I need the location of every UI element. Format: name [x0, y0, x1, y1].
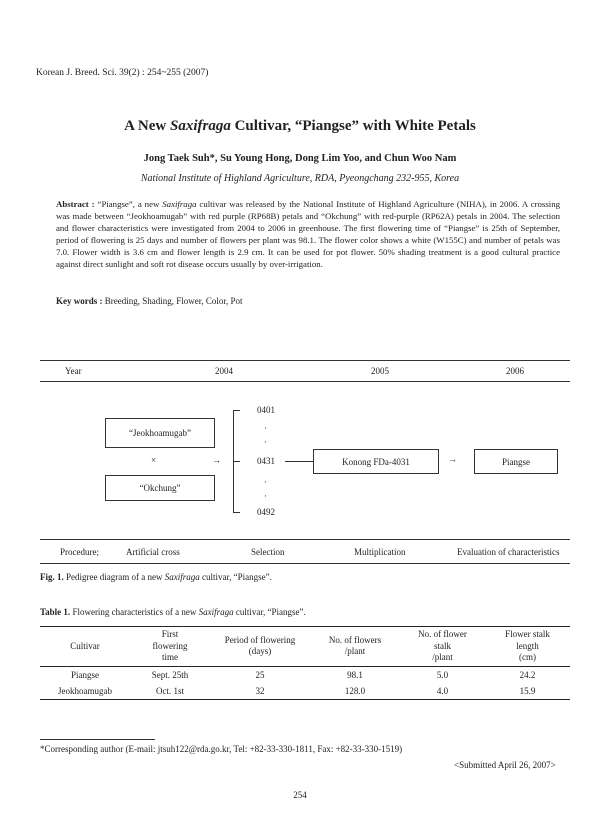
table-cell: 24.2 [519, 669, 536, 680]
table-cell: 98.1 [347, 669, 363, 680]
procedure-artificial-cross: Artificial cross [126, 547, 180, 557]
dot: · [264, 423, 267, 433]
table-cell: 5.0 [436, 669, 449, 680]
year-label: Year [65, 366, 82, 376]
col-header-period-of-flowering: Period of flowering (days) [224, 634, 296, 657]
figure-header-rule [40, 381, 570, 382]
procedure-multiplication: Multiplication [354, 547, 406, 557]
dot: · [264, 477, 267, 487]
arrow-to-cultivar: → [448, 454, 457, 464]
table-header-row [40, 627, 570, 667]
table-cell: 4.0 [436, 685, 449, 696]
procedure-label: Procedure; [60, 547, 99, 557]
flowering-characteristics-table [40, 626, 570, 700]
line-0401: 0401 [257, 405, 275, 415]
affiliation: National Institute of Highland Agriculture, RDA, Pyeongchang 232-955, Korea [140, 173, 460, 184]
corresponding-author-footnote: *Corresponding author (E-mail: jtsuh122@rda.go.kr, Tel: +82-33-330-1811, Fax: +82-33-330-1519) [40, 744, 403, 754]
table-cell: 32 [255, 685, 265, 696]
footnote-rule [40, 739, 155, 740]
year-2006: 2006 [506, 366, 524, 376]
dot: · [264, 437, 267, 447]
bracket-top-tick [233, 410, 240, 411]
figure-caption: Fig. 1. Pedigree diagram of a new Saxifraga cultivar, “Piangse”. [40, 572, 272, 582]
cultivar-box: Piangse [474, 449, 558, 474]
table-row [40, 683, 570, 700]
paper-title: A New Saxifraga Cultivar, “Piangse” with White Petals [124, 118, 476, 134]
table-cell: Jeokhoamugab [58, 685, 112, 696]
page-number: 254 [293, 790, 307, 800]
submission-date: <Submitted April 26, 2007> [454, 760, 556, 770]
table-cell: 25 [255, 669, 265, 680]
journal-citation: Korean J. Breed. Sci. 39(2) : 254~255 (2007) [36, 68, 209, 78]
cross-symbol: × [151, 455, 157, 465]
figure-bottom-rule [40, 563, 570, 564]
col-header-flower-stalk-length: Flower stalk length (cm) [505, 629, 550, 662]
col-header-cultivar: Cultivar [70, 640, 100, 651]
figure-procedure-rule [40, 539, 570, 540]
table-cell: 15.9 [519, 685, 536, 696]
table-row [40, 666, 570, 683]
line-0431: 0431 [257, 456, 275, 466]
year-2004: 2004 [215, 366, 233, 376]
connector-line [285, 461, 313, 462]
bracket-mid-tick [233, 461, 240, 462]
parent-jeokhoamugab: “Jeokhoamugab” [105, 418, 215, 448]
procedure-evaluation: Evaluation of characteristics [457, 547, 560, 557]
authors: Jong Taek Suh*, Su Young Hong, Dong Lim Yoo, and Chun Woo Nam [143, 153, 457, 164]
abstract: Abstract : “Piangse”, a new Saxifraga cultivar was released by the National Institute of Highland Agriculture (NIHA), in 2006. A crossing was made between “Jeokhoamugab” with red purple (RP68B) petals and “Okchung” with red-purple (RP62A) petals in 2004. The selection and flower characteristics were investigated from 2004 to 2006 in greenhouse. The first flowering time of “Piangse” is 25th of September, period of flowering is 25 days and number of flowers per plant was 98.1. The flower color shows a white (W155C) and number of petals was 7.0. Flower width is 3.6 cm and flower length is 2.9 cm. It can be used for pot flower. 50% shading treatment is a good cultural practice against direct sunlight and soft rot disease occurs usually by over-irrigation. [56, 199, 561, 269]
bracket-bottom-tick [233, 512, 240, 513]
procedure-selection: Selection [251, 547, 285, 557]
arrow-to-lines: → [212, 455, 221, 465]
dot: · [264, 491, 267, 501]
col-header-flower-stalk-per-plant: No. of flower stalk /plant [418, 629, 467, 662]
col-header-first-flowering-time: First flowering time [152, 629, 188, 662]
keywords: Key words : Breeding, Shading, Flower, Color, Pot [56, 296, 243, 306]
table-cell: 128.0 [344, 685, 366, 696]
year-2005: 2005 [371, 366, 389, 376]
table-cell: Sept. 25th [151, 669, 189, 680]
table-cell: Piangse [71, 669, 99, 680]
figure-top-rule [40, 360, 570, 361]
table-cell: Oct. 1st [156, 685, 184, 696]
col-header-flowers-per-plant: No. of flowers /plant [328, 634, 382, 657]
line-0492: 0492 [257, 507, 275, 517]
parent-okchung: “Okchung” [105, 475, 215, 501]
selected-line-box: Konong FDa-4031 [313, 449, 439, 474]
table-caption: Table 1. Flowering characteristics of a new Saxifraga cultivar, “Piangse”. [40, 607, 306, 617]
